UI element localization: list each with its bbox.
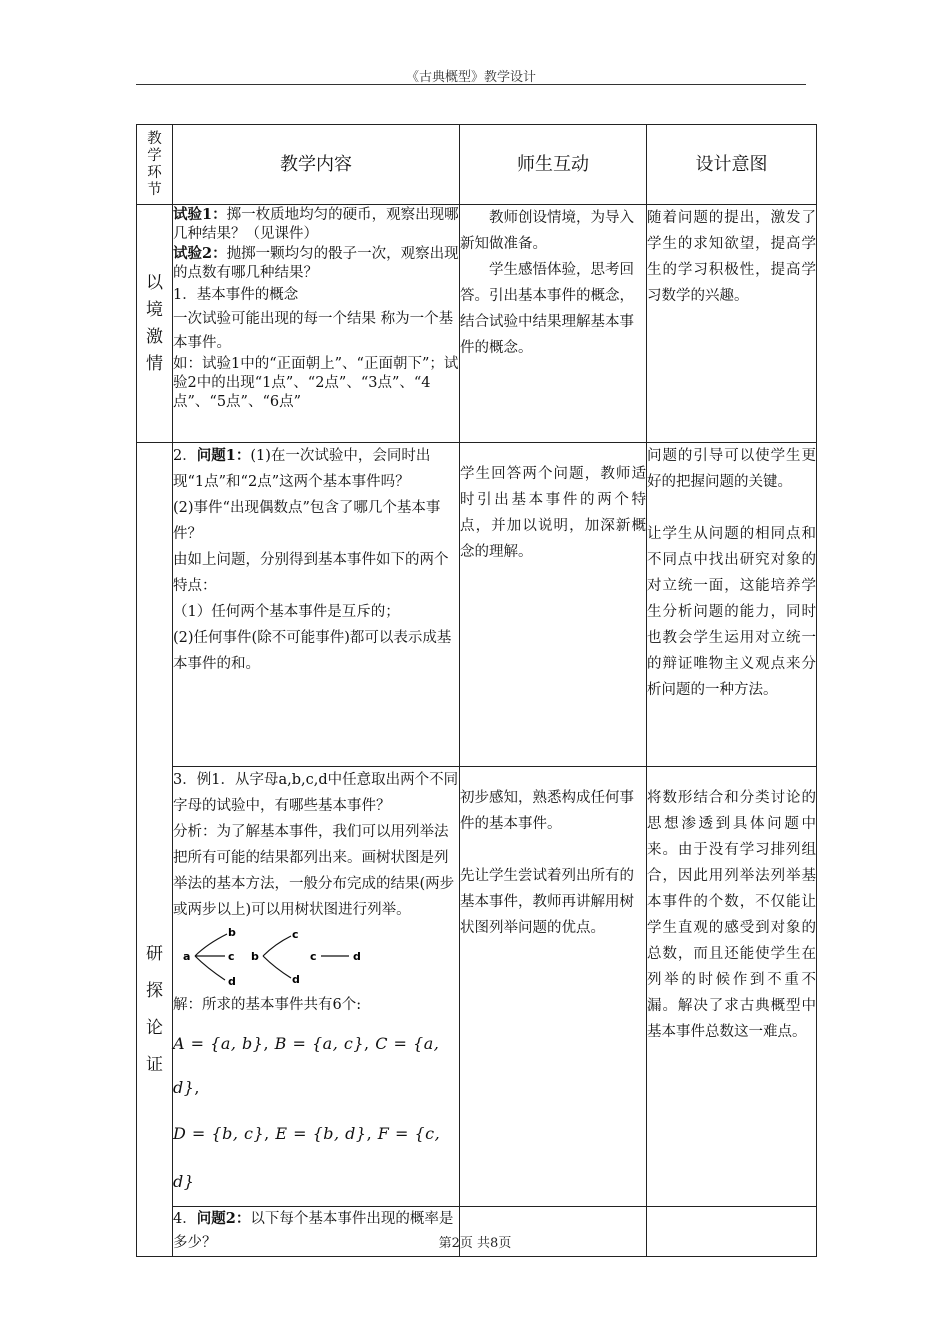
trial1-text: 掷一枚质地均匀的硬币，观察出现哪几种结果？（见课件） [173, 207, 459, 242]
trial2-label: 试验2： [173, 245, 227, 262]
math-line: D = {b, c}, E = {b, d}, F = {c, d} [173, 1124, 441, 1191]
tree-node: a [183, 950, 191, 963]
tree-node: c [228, 950, 235, 963]
content-cell [173, 767, 460, 1207]
design-text: 问题的引导可以使学生更好的把握问题的关键。 [647, 448, 816, 490]
math-set: D = {b, c} [173, 1124, 265, 1143]
q2-label: 问题2： [196, 1210, 251, 1227]
trial1-label: 试验1： [173, 206, 227, 223]
interaction-text: 先让学生尝试着列出所有的基本事件，教师再讲解用树状图列举问题的优点。 [460, 868, 634, 936]
q1-prefix: 2． [173, 448, 197, 464]
header-rule [136, 84, 806, 85]
math-line: A = {a, b}, B = {a, c}, C = {a, d}, [173, 1034, 440, 1097]
tree-node: c [310, 950, 317, 963]
content-cell [173, 443, 460, 767]
concept-title: 1．基本事件的概念 [173, 287, 299, 303]
tree-node: c [292, 928, 299, 941]
interaction-text: 初步感知，熟悉构成任何事件的基本事件。 [460, 790, 634, 832]
q2-prefix: 4． [173, 1211, 197, 1227]
tree-node: d [353, 950, 361, 963]
concept-example: 如：试验1中的“正面朝上”、“正面朝下”；试验2中的出现“1点”、“2点”、“3点”、“4点”、“5点”、“6点” [173, 356, 459, 410]
example-solution: 解：所求的基本事件共有6个: [173, 997, 362, 1013]
col-header-section-text: 教学环节 [147, 130, 162, 198]
tree-diagram [179, 926, 379, 988]
interaction-text: 学生回答两个问题，教师适时引出基本事件的两个特点，并加以说明，加深新概念的理解。 [460, 466, 646, 560]
concept-text: 一次试验可能出现的每一个结果 称为一个基本事件。 [173, 311, 454, 351]
interaction-cell [460, 767, 647, 1207]
tree-node: b [251, 950, 259, 963]
q1-point1: （1）任何两个基本事件是互斥的； [173, 604, 400, 620]
tree-branch [195, 956, 225, 980]
design-cell [647, 205, 817, 443]
col-header-design: 设计意图 [647, 125, 817, 205]
interaction-text: 教师创设情境，为导入新知做准备。 [460, 210, 634, 252]
section-label: 以境激情 [146, 272, 163, 374]
q1-point2: (2)任何事件(除不可能事件)都可以表示成基本事件的和。 [173, 630, 452, 672]
trial2-text: 抛掷一颗均匀的骰子一次，观察出现的点数有哪几种结果？ [173, 246, 459, 281]
math-set: C = {a, d} [173, 1034, 440, 1097]
lesson-design-table [136, 124, 817, 1257]
design-cell [647, 443, 817, 767]
math-set: E = {b, d} [275, 1124, 367, 1143]
math-set: B = {a, c} [274, 1034, 365, 1053]
interaction-cell [460, 443, 647, 767]
q1-label: 问题1： [196, 447, 251, 464]
tree-branch [195, 934, 227, 956]
tree-node: b [228, 926, 236, 939]
math-set: F = {c, d} [173, 1124, 441, 1191]
content-cell [173, 205, 460, 443]
tree-branch [263, 956, 291, 978]
tree-node: d [292, 973, 300, 986]
col-header-content: 教学内容 [173, 125, 460, 205]
design-text: 将数形结合和分类讨论的思想渗透到具体问题中来。由于没有学习排列组合，因此用列举法列举基本事件的个数，不仅能让学生直观的感受到对象的总数，而且还能使学生在列举的时候作到不重不漏。解决了求古典概型中基本事件总数这一难点。 [647, 790, 816, 1040]
interaction-cell [460, 205, 647, 443]
q1-text3: 由如上问题，分别得到基本事件如下的两个特点： [173, 552, 449, 594]
page-header: 《古典概型》教学设计 [405, 70, 536, 85]
example-analysis: 分析：为了解基本事件，我们可以用列举法把所有可能的结果都列出来。画树状图是列举法的基本方法，一般分布完成的结果(两步或两步以上)可以用树状图进行列举。 [173, 824, 455, 918]
math-set: A = {a, b} [173, 1034, 264, 1053]
interaction-text: 学生感悟体验，思考回答。引出基本事件的概念，结合试验中结果理解基本事件的概念。 [460, 262, 634, 356]
section-label: 研探论证 [146, 943, 163, 1075]
section-label-cell [137, 205, 173, 443]
section-label-cell [137, 443, 173, 1257]
q2-text: 以下每个基本事件出现的概率是多少？ [173, 1211, 454, 1251]
example-text: 3．例1．从字母a,b,c,d中任意取出两个不同字母的试验中，有哪些基本事件？ [173, 772, 459, 814]
col-header-interaction: 师生互动 [460, 125, 647, 205]
col-header-section [137, 125, 173, 205]
tree-branch [263, 936, 291, 956]
tree-node: d [228, 975, 236, 988]
design-text: 让学生从问题的相同点和不同点中找出研究对象的对立统一面，这能培养学生分析问题的能力，同时也教会学生运用对立统一的辩证唯物主义观点来分析问题的一种方法。 [647, 526, 816, 698]
design-cell [647, 767, 817, 1207]
design-text: 随着问题的提出，激发了学生的求知欲望，提高学生的学习积极性，提高学习数学的兴趣。 [647, 210, 816, 304]
page-footer: 第2页 共8页 [438, 1236, 512, 1251]
q1-text: (1)在一次试验中，会同时出现“1点”和“2点”这两个基本事件吗？ [173, 448, 431, 490]
q1-text2: (2)事件“出现偶数点”包含了哪几个基本事件？ [173, 500, 441, 542]
